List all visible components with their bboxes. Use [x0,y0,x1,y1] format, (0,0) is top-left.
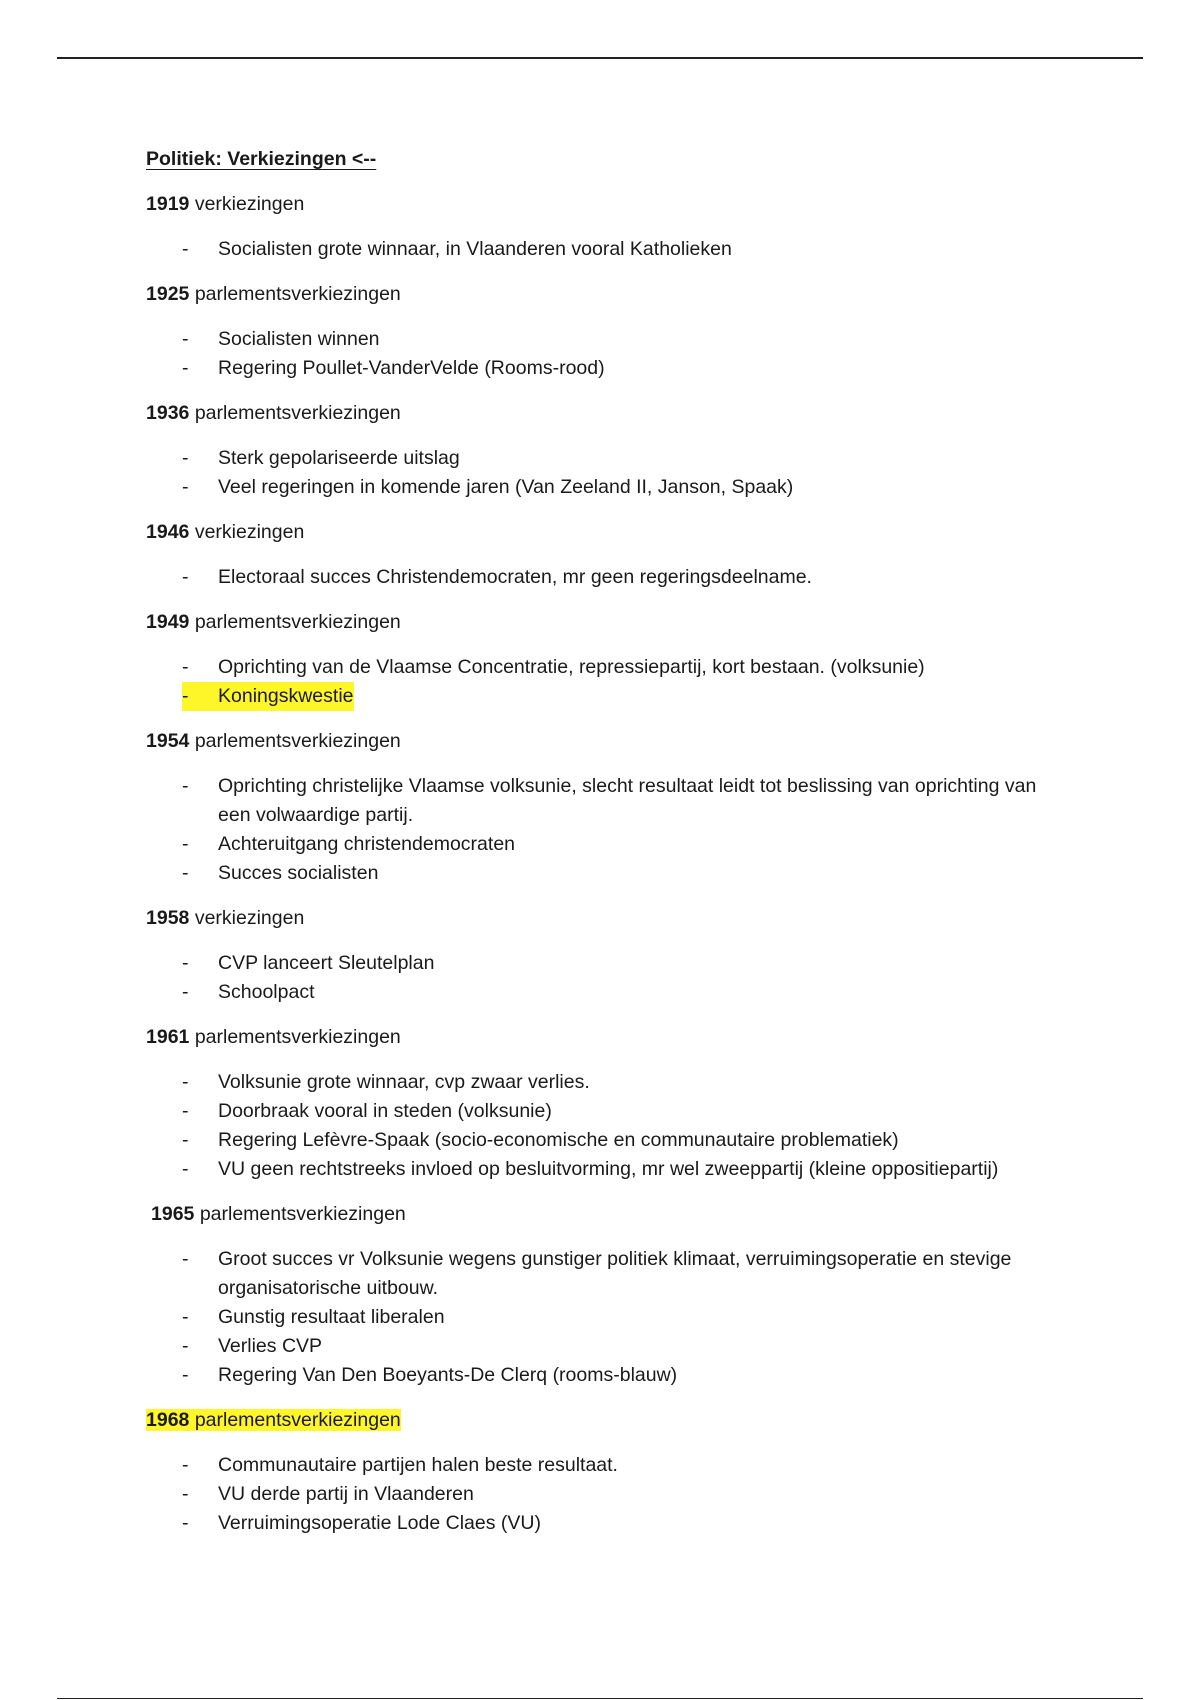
list-item-text: Verruimingsoperatie Lode Claes (VU) [218,1512,541,1534]
section-year: 1949 [146,611,190,633]
bullet-list [146,563,1066,592]
list-item [146,1361,1066,1390]
section-label: parlementsverkiezingen [194,283,401,305]
section-year: 1968 [146,1409,190,1431]
list-item [146,1303,1066,1332]
section-year: 1958 [146,907,190,929]
list-item [146,235,1066,264]
section-heading [146,727,1066,756]
list-item-text: Gunstig resultaat liberalen [218,1306,445,1328]
list-item-text: Groot succes vr Volksunie wegens gunstiger politiek klimaat, verruimingsoperatie en stevige organisatorische uitbouw. [218,1248,1012,1299]
bullet-list [146,1068,1066,1184]
list-item [146,1332,1066,1361]
list-item-text: Verlies CVP [218,1335,323,1357]
section-1961 [146,1023,1066,1184]
bullet-list [146,235,1066,264]
section-heading [146,399,1066,428]
list-item-text: Achteruitgang christendemocraten [218,833,516,855]
list-item [146,473,1066,502]
list-item [146,563,1066,592]
section-heading [146,608,1066,637]
list-item-text: Sterk gepolariseerde uitslag [218,447,460,469]
bullet-dash: - [182,1335,189,1357]
bullet-dash: - [182,357,189,379]
list-item-text: Doorbraak vooral in steden (volksunie) [218,1100,552,1122]
section-1958 [146,904,1066,1007]
list-item [146,1068,1066,1097]
section-1919 [146,190,1066,264]
header-rule [57,57,1143,59]
section-year: 1961 [146,1026,190,1048]
list-item-text: Schoolpact [218,981,315,1003]
bullet-dash: - [182,238,189,260]
bullet-dash: - [182,1071,189,1093]
list-item-text: Socialisten grote winnaar, in Vlaanderen vooral Katholieken [218,238,732,260]
bullet-list [146,1451,1066,1538]
bullet-dash: - [182,952,189,974]
list-item-text: Regering Poullet-VanderVelde (Rooms-rood) [218,357,605,379]
bullet-dash: - [182,447,189,469]
list-item [146,1245,1066,1303]
highlighted-text: Koningskwestie [182,682,354,711]
bullet-dash: - [182,476,189,498]
list-item [146,444,1066,473]
list-item-highlighted [146,682,1066,711]
section-heading [146,190,1066,219]
list-item-text: Oprichting van de Vlaamse Concentratie, repressiepartij, kort bestaan. (volksunie) [218,656,925,678]
section-1965 [146,1200,1066,1390]
bullet-dash: - [182,1483,189,1505]
bullet-dash: - [182,685,189,707]
section-label: verkiezingen [194,907,305,929]
section-1968 [146,1406,1066,1538]
list-item [146,1451,1066,1480]
bullet-dash: - [182,833,189,855]
list-item-text: Volksunie grote winnaar, cvp zwaar verlies. [218,1071,590,1093]
list-item-text: Oprichting christelijke Vlaamse volksunie, slecht resultaat leidt tot beslissing van oprichting van een volwaardige partij. [218,775,1037,826]
list-item [146,859,1066,888]
bullet-dash: - [182,981,189,1003]
list-item [146,830,1066,859]
list-item [146,1097,1066,1126]
list-item [146,1509,1066,1538]
section-1949 [146,608,1066,711]
section-label: parlementsverkiezingen [199,1203,406,1225]
bullet-dash: - [182,862,189,884]
bullet-list [146,772,1066,888]
section-1936 [146,399,1066,502]
bullet-dash: - [182,328,189,350]
section-heading [146,280,1066,309]
section-label: verkiezingen [194,193,305,215]
section-heading [146,904,1066,933]
bullet-dash: - [182,1158,189,1180]
list-item [146,978,1066,1007]
bullet-list [146,325,1066,383]
section-year: 1965 [151,1203,195,1225]
section-heading-highlighted [146,1406,1066,1435]
section-label: parlementsverkiezingen [194,1026,401,1048]
bullet-dash: - [182,1454,189,1476]
section-year: 1919 [146,193,190,215]
section-1954 [146,727,1066,888]
section-heading [146,1023,1066,1052]
list-item [146,1126,1066,1155]
list-item-text: VU derde partij in Vlaanderen [218,1483,474,1505]
section-year: 1946 [146,521,190,543]
bullet-list [146,653,1066,711]
bullet-list [146,1245,1066,1390]
list-item-text: CVP lanceert Sleutelplan [218,952,435,974]
section-heading [146,518,1066,547]
section-1925 [146,280,1066,383]
section-1946 [146,518,1066,592]
section-year: 1954 [146,730,190,752]
highlighted-heading [146,1409,401,1431]
page-title: Politiek: Verkiezingen <-- [146,148,377,170]
bullet-dash: - [182,1248,189,1270]
bullet-dash: - [182,1364,189,1386]
section-heading [146,1200,1066,1229]
section-label: parlementsverkiezingen [194,1409,401,1431]
list-item-text: Succes socialisten [218,862,379,884]
list-item [146,354,1066,383]
section-label: parlementsverkiezingen [194,402,401,424]
list-item-text: Regering Van Den Boeyants-De Clerq (rooms-blauw) [218,1364,678,1386]
footer-rule [57,1698,1143,1699]
section-label: verkiezingen [194,521,305,543]
list-item-text: Veel regeringen in komende jaren (Van Zeeland II, Janson, Spaak) [218,476,794,498]
list-item [146,772,1066,830]
list-item-text: Communautaire partijen halen beste resultaat. [218,1454,618,1476]
list-item [146,1155,1066,1184]
section-year: 1936 [146,402,190,424]
list-item-text: VU geen rechtstreeks invloed op besluitvorming, mr wel zweeppartij (kleine oppositiepartij) [218,1158,999,1180]
section-year: 1925 [146,283,190,305]
bullet-dash: - [182,656,189,678]
bullet-dash: - [182,775,189,797]
list-item [146,325,1066,354]
list-item-text: Regering Lefèvre-Spaak (socio-economische en communautaire problematiek) [218,1129,899,1151]
list-item [146,949,1066,978]
list-item [146,1480,1066,1509]
bullet-dash: - [182,1100,189,1122]
section-label: parlementsverkiezingen [194,730,401,752]
bullet-list [146,949,1066,1007]
list-item [146,653,1066,682]
document-body [146,145,1066,1554]
bullet-dash: - [182,1306,189,1328]
list-item-text: Electoraal succes Christendemocraten, mr geen regeringsdeelname. [218,566,812,588]
bullet-dash: - [182,566,189,588]
section-label: parlementsverkiezingen [194,611,401,633]
list-item-text: Socialisten winnen [218,328,380,350]
bullet-dash: - [182,1129,189,1151]
bullet-dash: - [182,1512,189,1534]
bullet-list [146,444,1066,502]
